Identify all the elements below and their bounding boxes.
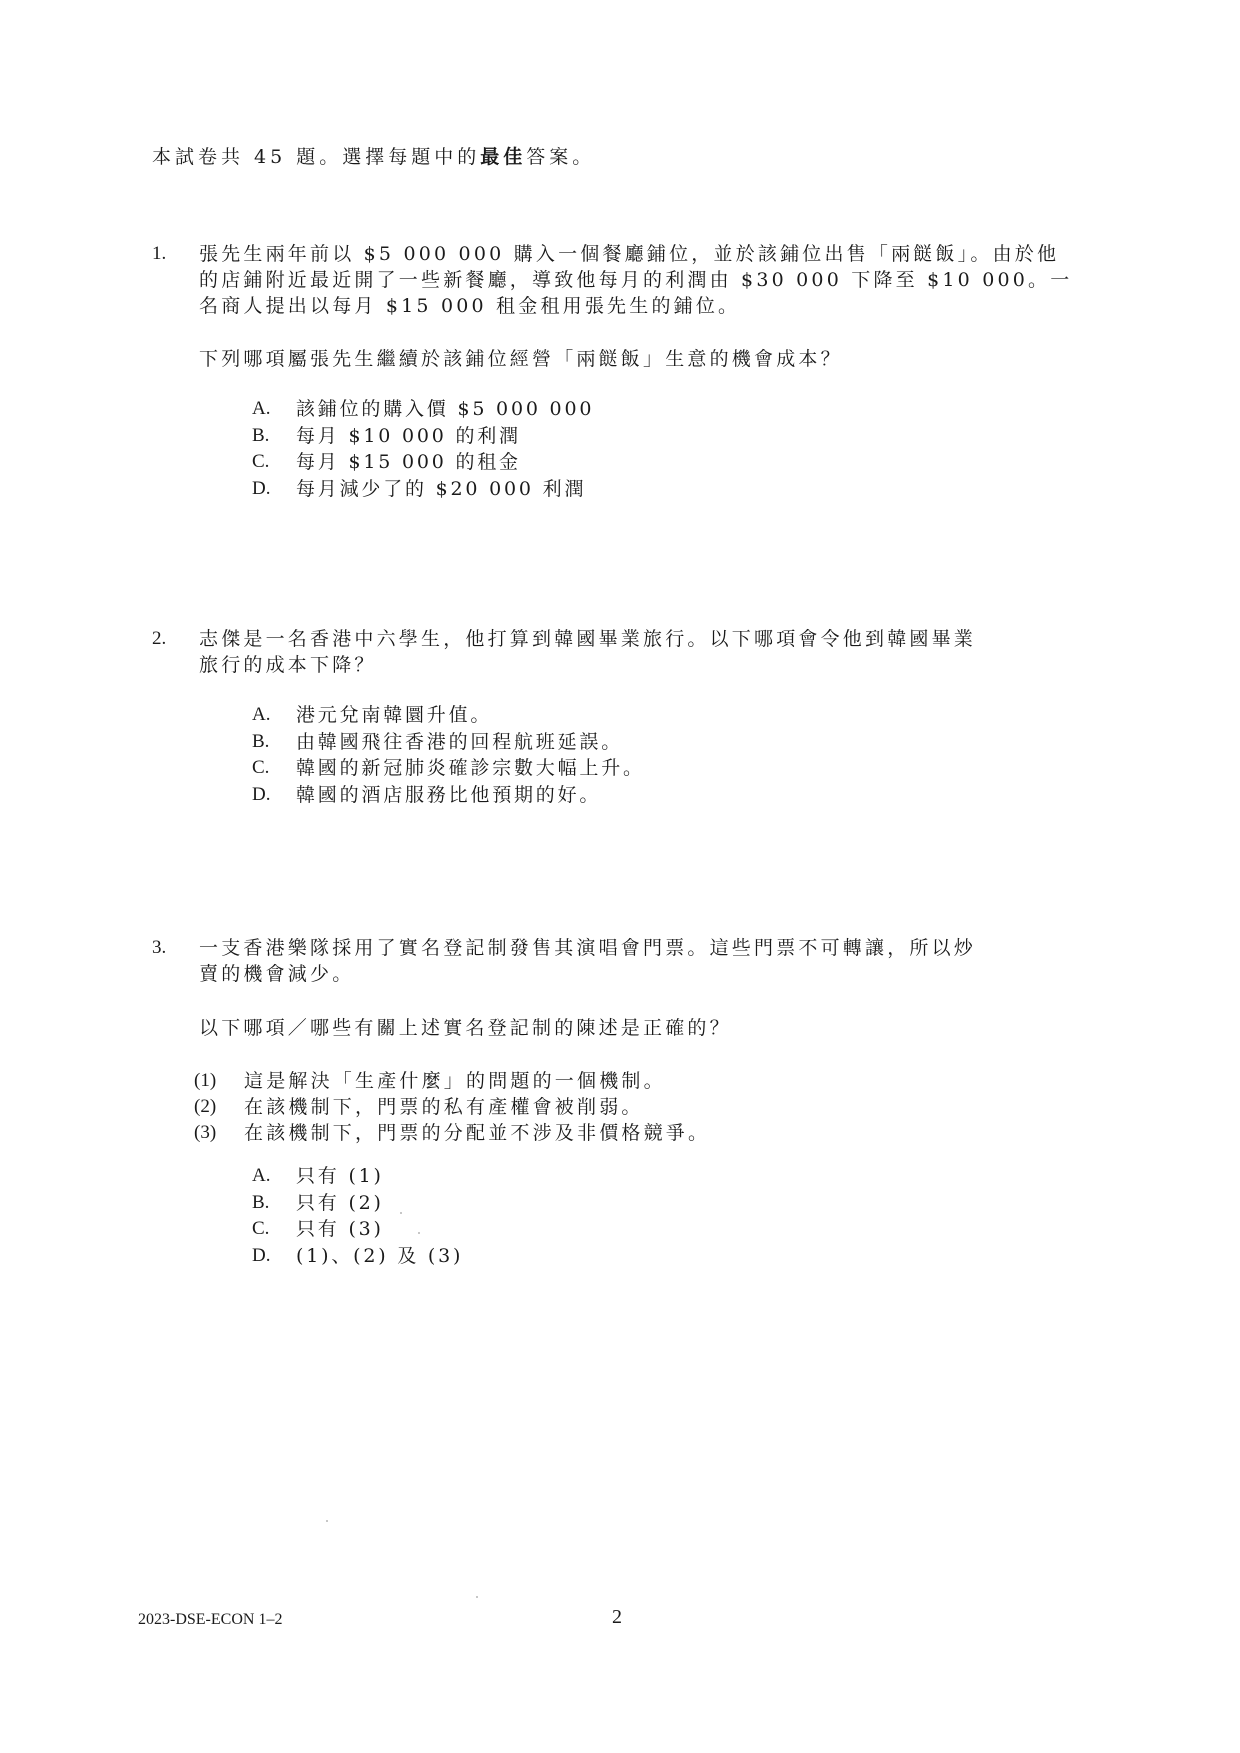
option-b[interactable]	[252, 729, 645, 756]
instructions-suffix: 答案。	[526, 146, 596, 168]
statement-text: 在該機制下，門票的分配並不涉及非價格競爭。	[244, 1122, 711, 1144]
option-text: 每月 $10 000 的利潤	[296, 424, 521, 447]
option-d[interactable]	[252, 782, 645, 809]
option-text: 每月減少了的 $20 000 利潤	[296, 477, 587, 500]
stem-line: 志傑是一名香港中六學生，他打算到韓國畢業旅行。以下哪項會令他到韓國畢業	[199, 628, 977, 650]
option-letter: B.	[252, 730, 270, 752]
instructions-prefix: 本試卷共 45 題。選擇每題中的	[152, 146, 481, 168]
scan-speck	[476, 1596, 478, 1598]
option-letter: B.	[252, 1191, 270, 1213]
page-number: 2	[612, 1606, 622, 1628]
option-text: 港元兌南韓圜升值。	[296, 704, 493, 726]
scan-speck	[418, 1232, 420, 1234]
option-letter: A.	[252, 1165, 271, 1186]
stem-line: 一支香港樂隊採用了實名登記制發售其演唱會門票。這些門票不可轉讓，所以炒	[199, 937, 977, 959]
option-c[interactable]	[252, 449, 594, 476]
statement-1	[194, 1068, 710, 1094]
option-a[interactable]	[252, 702, 645, 729]
option-a[interactable]	[252, 1163, 463, 1190]
option-letter: A.	[252, 704, 271, 725]
answer-options	[252, 396, 594, 502]
option-text: 由韓國飛往香港的回程航班延誤。	[296, 730, 624, 753]
option-b[interactable]	[252, 423, 594, 450]
option-text: 韓國的新冠肺炎確診宗數大幅上升。	[296, 757, 645, 779]
paper-code: 2023-DSE-ECON 1–2	[138, 1611, 283, 1628]
scan-speck	[400, 1212, 402, 1214]
question-number: 3.	[152, 937, 167, 958]
option-c[interactable]	[252, 755, 645, 782]
option-text: 每月 $15 000 的租金	[296, 451, 521, 473]
option-letter: C.	[252, 1218, 270, 1239]
statement-text: 這是解決「生產什麼」的問題的一個機制。	[244, 1070, 666, 1092]
question-stem	[199, 626, 1099, 678]
option-d[interactable]	[252, 1243, 463, 1270]
option-letter: D.	[252, 783, 271, 805]
scan-speck	[326, 1520, 328, 1522]
question-number: 1.	[152, 243, 167, 264]
answer-options	[252, 1163, 463, 1269]
option-letter: A.	[252, 398, 271, 419]
option-a[interactable]	[252, 396, 594, 423]
option-text: (1)、(2) 及 (3)	[296, 1244, 464, 1267]
option-b[interactable]	[252, 1190, 463, 1217]
statement-text: 在該機制下，門票的私有產權會被削弱。	[244, 1096, 644, 1118]
option-letter: D.	[252, 1244, 271, 1266]
option-c[interactable]	[252, 1216, 463, 1243]
question-prompt: 以下哪項／哪些有關上述實名登記制的陳述是正確的？	[199, 1017, 732, 1039]
instructions-emphasis: 最佳	[480, 146, 527, 168]
stem-line: 張先生兩年前以 $5 000 000 購入一個餐廳鋪位，並於該鋪位出售「兩餸飯」。由於他	[199, 243, 1060, 265]
option-letter: C.	[252, 757, 270, 778]
question-prompt: 下列哪項屬張先生繼續於該鋪位經營「兩餸飯」生意的機會成本？	[199, 348, 843, 370]
statement-list	[194, 1068, 710, 1146]
answer-options	[252, 702, 645, 808]
stem-line: 名商人提出以每月 $15 000 租金租用張先生的鋪位。	[199, 295, 741, 317]
option-text: 只有 (2)	[296, 1191, 384, 1214]
option-text: 韓國的酒店服務比他預期的好。	[296, 783, 602, 806]
option-d[interactable]	[252, 476, 594, 503]
statement-number: (2)	[194, 1096, 217, 1117]
statement-number: (1)	[194, 1070, 217, 1091]
option-text: 該鋪位的購入價 $5 000 000	[296, 398, 595, 420]
statement-3	[194, 1120, 710, 1146]
question-number: 2.	[152, 628, 167, 649]
stem-line: 賣的機會減少。	[199, 963, 355, 985]
stem-line: 的店鋪附近最近開了一些新餐廳，導致他每月的利潤由 $30 000 下降至 $10 000。一	[199, 269, 1073, 291]
instructions	[152, 143, 595, 171]
question-stem	[199, 935, 1099, 987]
question-stem	[199, 241, 1099, 319]
option-letter: B.	[252, 424, 270, 446]
option-letter: C.	[252, 451, 270, 472]
option-text: 只有 (3)	[296, 1218, 384, 1240]
statement-number: (3)	[194, 1122, 217, 1143]
statement-2	[194, 1094, 710, 1120]
stem-line: 旅行的成本下降？	[199, 654, 377, 676]
option-text: 只有 (1)	[296, 1165, 384, 1187]
option-letter: D.	[252, 477, 271, 499]
